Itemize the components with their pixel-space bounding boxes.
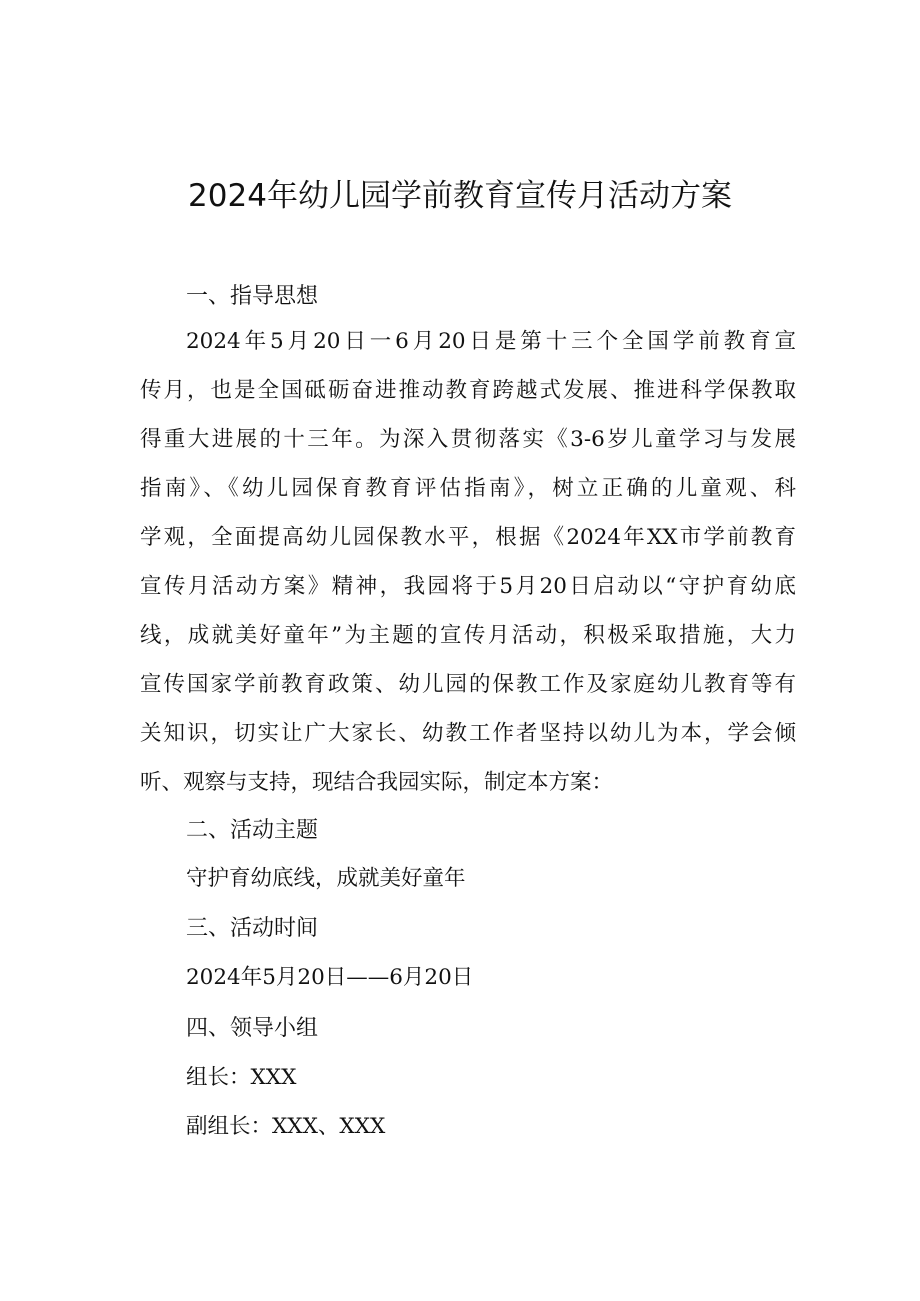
document-title: 2024年幼儿园学前教育宣传月活动方案 [188, 178, 732, 214]
paragraph-line: 指南》、《幼儿园保育教育评估指南》，树立正确的儿童观、科 [140, 476, 796, 501]
paragraph-line: 线，成就美好童年”为主题的宣传月活动，积极采取措施，大力 [140, 623, 796, 648]
paragraph-line: 2024年5月20日一6月20日是第十三个全国学前教育宣 [186, 329, 796, 354]
paragraph-line: 关知识，切实让广大家长、幼教工作者坚持以幼儿为本，学会倾 [140, 721, 796, 746]
deputy-leader-line: 副组长：XXX、XXX [186, 1114, 386, 1139]
section-heading-activity-time: 三、活动时间 [186, 916, 319, 941]
activity-time-text: 2024年5月20日——6月20日 [186, 965, 474, 990]
section-heading-leadership-group: 四、领导小组 [186, 1016, 319, 1041]
section-heading-activity-theme: 二、活动主题 [186, 818, 319, 843]
paragraph-line: 得重大进展的十三年。为深入贯彻落实《3-6岁儿童学习与发展 [140, 427, 796, 452]
paragraph-line: 听、观察与支持，现结合我园实际，制定本方案： [140, 770, 614, 795]
paragraph-line: 传月，也是全国砥砺奋进推动教育跨越式发展、推进科学保教取 [140, 378, 796, 403]
activity-theme-text: 守护育幼底线，成就美好童年 [186, 866, 466, 891]
group-leader-line: 组长：XXX [186, 1065, 297, 1090]
paragraph-line: 宣传国家学前教育政策、幼儿园的保教工作及家庭幼儿教育等有 [140, 672, 796, 697]
section-heading-guiding-ideology: 一、指导思想 [186, 284, 319, 309]
paragraph-line: 宣传月活动方案》精神，我园将于5月20日启动以“守护育幼底 [140, 574, 796, 599]
paragraph-line: 学观，全面提高幼儿园保教水平，根据《2024年XX市学前教育 [140, 525, 796, 550]
